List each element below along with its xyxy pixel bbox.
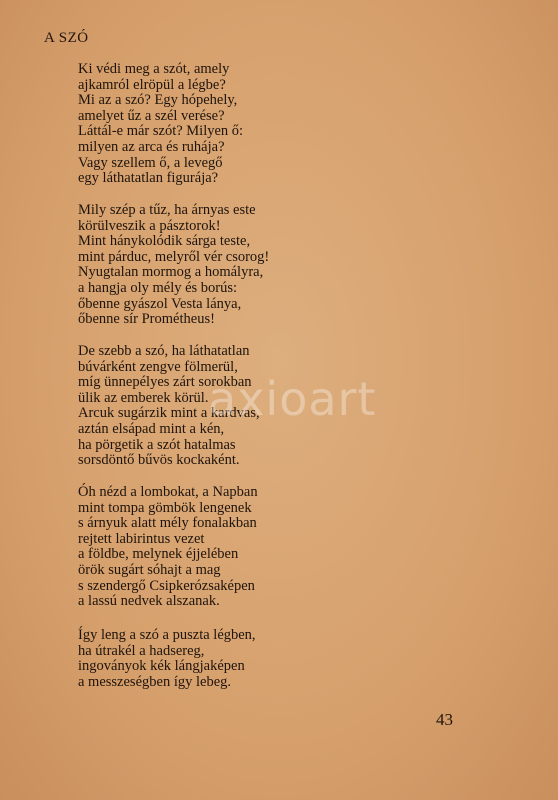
poem-line: Ki védi meg a szót, amely [78,61,230,77]
stanza-5 [78,628,338,690]
poem-line: De szebb a szó, ha láthatatlan [78,343,250,359]
watermark: axioart [208,372,377,426]
poem-line: búvárként zengve fölmerül, [78,358,238,375]
poem-line: őbenne gyászol Vesta lánya, [78,295,242,312]
poem-line: a messzeségben így lebeg. [78,673,232,690]
poem-line: míg ünnepélyes zárt sorokban [78,374,252,391]
poem-line: ajkamról elröpül a légbe? [78,76,226,93]
poem-line: Vagy szellem ő, a levegő [78,154,223,171]
poem-line: rejtett labirintus vezet [78,530,205,547]
poem-line: Láttál-e már szót? Milyen ő: [78,123,244,140]
poem-line: s árnyuk alatt mély fonalakban [78,515,257,532]
poem-line: milyen az arca és ruhája? [78,138,225,155]
poem-line: körülveszik a pásztorok! [78,217,221,234]
running-header: A SZÓ [44,30,89,46]
poem-line: a földbe, melynek éjjelében [78,546,239,563]
poem-line: amelyet űz a szél verése? [78,107,225,124]
poem-line: egy láthatatlan figurája? [78,170,219,187]
poem-line: a lassú nedvek alszanak. [78,593,220,610]
page-number: 43 [436,710,453,729]
poem-line: Mily szép a tűz, ha árnyas este [78,202,256,218]
poem-line: ülik az emberek körül. [78,389,209,406]
poem-line: aztán elsápad mint a kén, [78,420,225,437]
poem-line: Így leng a szó a puszta légben, [78,627,256,643]
poem-line: ha útrakél a hadsereg, [78,642,205,659]
poem-line: s szendergő Csipkerózsaképen [78,577,255,594]
stanza-2 [78,203,338,328]
poem-line: mint tompa gömbök lengenek [78,499,252,516]
poem-line: Arcuk sugárzik mint a kardvas, [78,405,260,422]
poem-line: Óh nézd a lombokat, a Napban [78,484,258,500]
stanza-4 [78,485,338,610]
stanza-1 [78,62,338,187]
poem-line: Nyugtalan mormog a homályra, [78,264,264,281]
poem-line: Mi az a szó? Egy hópehely, [78,92,238,109]
poem-line: őbenne sír Prométheus! [78,311,215,328]
poem-line: a hangja oly mély és borús: [78,279,238,296]
poem-line: sorsdöntő bűvös kockaként. [78,452,240,469]
poem-line: mint párduc, melyről vér csorog! [78,248,270,265]
poem-line: ingoványok kék lángjaképen [78,658,245,675]
poem-line: Mint hánykolódik sárga teste, [78,233,251,250]
poem-line: örök sugárt sóhajt a mag [78,561,221,578]
poem-line: ha pörgetik a szót hatalmas [78,436,236,453]
